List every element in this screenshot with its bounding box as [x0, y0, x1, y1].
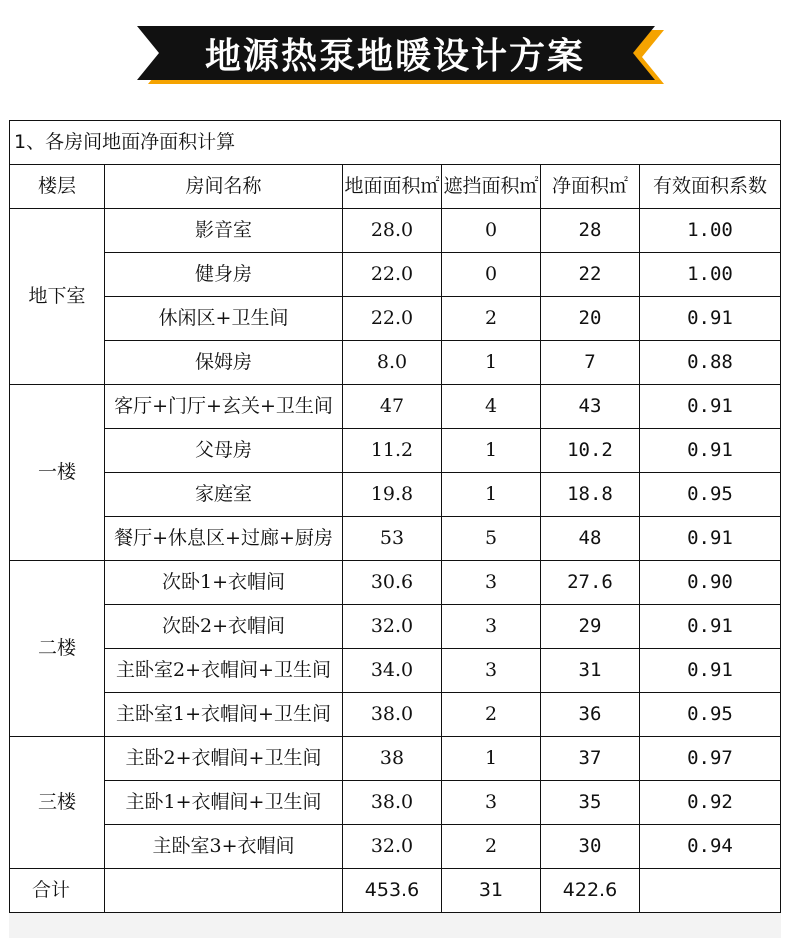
floor-cell: 二楼 — [10, 561, 105, 737]
header-coefficient: 有效面积系数 — [640, 165, 781, 209]
room-name-cell: 餐厅+休息区+过廊+厨房 — [105, 517, 343, 561]
blocked-area-cell: 1 — [442, 737, 541, 781]
header-blocked-area: 遮挡面积㎡ — [442, 165, 541, 209]
section-title: 1、各房间地面净面积计算 — [10, 121, 781, 165]
coefficient-cell: 0.91 — [640, 605, 781, 649]
blocked-area-cell: 3 — [442, 561, 541, 605]
coefficient-cell: 1.00 — [640, 209, 781, 253]
table-row — [10, 649, 781, 693]
room-name-cell: 主卧室2+衣帽间+卫生间 — [105, 649, 343, 693]
coefficient-cell: 0.97 — [640, 737, 781, 781]
table-row — [10, 737, 781, 781]
total-room-cell — [105, 869, 343, 913]
net-area-cell: 48 — [541, 517, 640, 561]
net-area-cell: 28 — [541, 209, 640, 253]
table-row — [10, 341, 781, 385]
net-area-cell: 20 — [541, 297, 640, 341]
section-title-row — [10, 121, 781, 165]
table-row — [10, 209, 781, 253]
header-floor-area: 地面面积㎡ — [343, 165, 442, 209]
total-label: 合计 — [10, 869, 105, 913]
blocked-area-cell: 3 — [442, 605, 541, 649]
blocked-area-cell: 3 — [442, 649, 541, 693]
net-area-cell: 29 — [541, 605, 640, 649]
room-name-cell: 主卧室3+衣帽间 — [105, 825, 343, 869]
coefficient-cell: 0.94 — [640, 825, 781, 869]
room-name-cell: 父母房 — [105, 429, 343, 473]
title-banner — [0, 0, 790, 95]
floor-area-cell: 11.2 — [343, 429, 442, 473]
floor-area-cell: 22.0 — [343, 297, 442, 341]
table-row — [10, 473, 781, 517]
floor-area-cell: 19.8 — [343, 473, 442, 517]
table-row — [10, 385, 781, 429]
coefficient-cell: 0.95 — [640, 473, 781, 517]
blocked-area-cell: 1 — [442, 473, 541, 517]
coefficient-cell: 0.91 — [640, 385, 781, 429]
header-floor: 楼层 — [10, 165, 105, 209]
floor-cell: 三楼 — [10, 737, 105, 869]
floor-area-cell: 38.0 — [343, 781, 442, 825]
floor-area-cell: 8.0 — [343, 341, 442, 385]
floor-cell: 地下室 — [10, 209, 105, 385]
table-row — [10, 825, 781, 869]
net-area-cell: 10.2 — [541, 429, 640, 473]
room-name-cell: 主卧1+衣帽间+卫生间 — [105, 781, 343, 825]
table-row — [10, 253, 781, 297]
floor-area-cell: 47 — [343, 385, 442, 429]
coefficient-cell: 0.88 — [640, 341, 781, 385]
table-row — [10, 781, 781, 825]
room-name-cell: 主卧室1+衣帽间+卫生间 — [105, 693, 343, 737]
room-name-cell: 休闲区+卫生间 — [105, 297, 343, 341]
net-area-cell: 35 — [541, 781, 640, 825]
coefficient-cell: 0.92 — [640, 781, 781, 825]
floor-area-cell: 34.0 — [343, 649, 442, 693]
table-row — [10, 517, 781, 561]
blocked-area-cell: 1 — [442, 341, 541, 385]
floor-area-cell: 38 — [343, 737, 442, 781]
table-row — [10, 605, 781, 649]
blocked-area-cell: 2 — [442, 693, 541, 737]
blocked-area-cell: 0 — [442, 209, 541, 253]
room-name-cell: 次卧1+衣帽间 — [105, 561, 343, 605]
blocked-area-cell: 5 — [442, 517, 541, 561]
blocked-area-cell: 2 — [442, 297, 541, 341]
room-name-cell: 健身房 — [105, 253, 343, 297]
net-area-cell: 31 — [541, 649, 640, 693]
blocked-area-cell: 0 — [442, 253, 541, 297]
floor-area-cell: 53 — [343, 517, 442, 561]
room-name-cell: 保姆房 — [105, 341, 343, 385]
coefficient-cell: 0.91 — [640, 429, 781, 473]
floor-area-cell: 32.0 — [343, 605, 442, 649]
floor-area-cell: 32.0 — [343, 825, 442, 869]
table-row — [10, 561, 781, 605]
coefficient-cell: 0.91 — [640, 649, 781, 693]
coefficient-cell: 0.91 — [640, 297, 781, 341]
coefficient-cell: 1.00 — [640, 253, 781, 297]
area-table — [9, 120, 781, 913]
net-area-cell: 43 — [541, 385, 640, 429]
floor-area-cell: 30.6 — [343, 561, 442, 605]
room-name-cell: 客厅+门厅+玄关+卫生间 — [105, 385, 343, 429]
blocked-area-cell: 1 — [442, 429, 541, 473]
room-name-cell: 次卧2+衣帽间 — [105, 605, 343, 649]
floor-area-cell: 28.0 — [343, 209, 442, 253]
room-name-cell: 主卧2+衣帽间+卫生间 — [105, 737, 343, 781]
net-area-cell: 30 — [541, 825, 640, 869]
net-area-cell: 27.6 — [541, 561, 640, 605]
page-title: 地源热泵地暖设计方案 — [204, 35, 585, 77]
blocked-area-cell: 4 — [442, 385, 541, 429]
header-room: 房间名称 — [105, 165, 343, 209]
table-row — [10, 693, 781, 737]
header-row — [10, 165, 781, 209]
net-area-cell: 37 — [541, 737, 640, 781]
table-row — [10, 429, 781, 473]
blocked-area-cell: 3 — [442, 781, 541, 825]
total-floor-area: 453.6 — [343, 869, 442, 913]
room-name-cell: 影音室 — [105, 209, 343, 253]
total-net-area: 422.6 — [541, 869, 640, 913]
room-name-cell: 家庭室 — [105, 473, 343, 517]
net-area-cell: 7 — [541, 341, 640, 385]
net-area-cell: 36 — [541, 693, 640, 737]
blocked-area-cell: 2 — [442, 825, 541, 869]
header-net-area: 净面积㎡ — [541, 165, 640, 209]
table-row — [10, 297, 781, 341]
floor-area-cell: 22.0 — [343, 253, 442, 297]
coefficient-cell: 0.90 — [640, 561, 781, 605]
coefficient-cell: 0.91 — [640, 517, 781, 561]
total-row — [10, 869, 781, 913]
net-area-cell: 22 — [541, 253, 640, 297]
coefficient-cell: 0.95 — [640, 693, 781, 737]
net-area-cell: 18.8 — [541, 473, 640, 517]
total-coefficient — [640, 869, 781, 913]
floor-cell: 一楼 — [10, 385, 105, 561]
floor-area-cell: 38.0 — [343, 693, 442, 737]
total-blocked-area: 31 — [442, 869, 541, 913]
